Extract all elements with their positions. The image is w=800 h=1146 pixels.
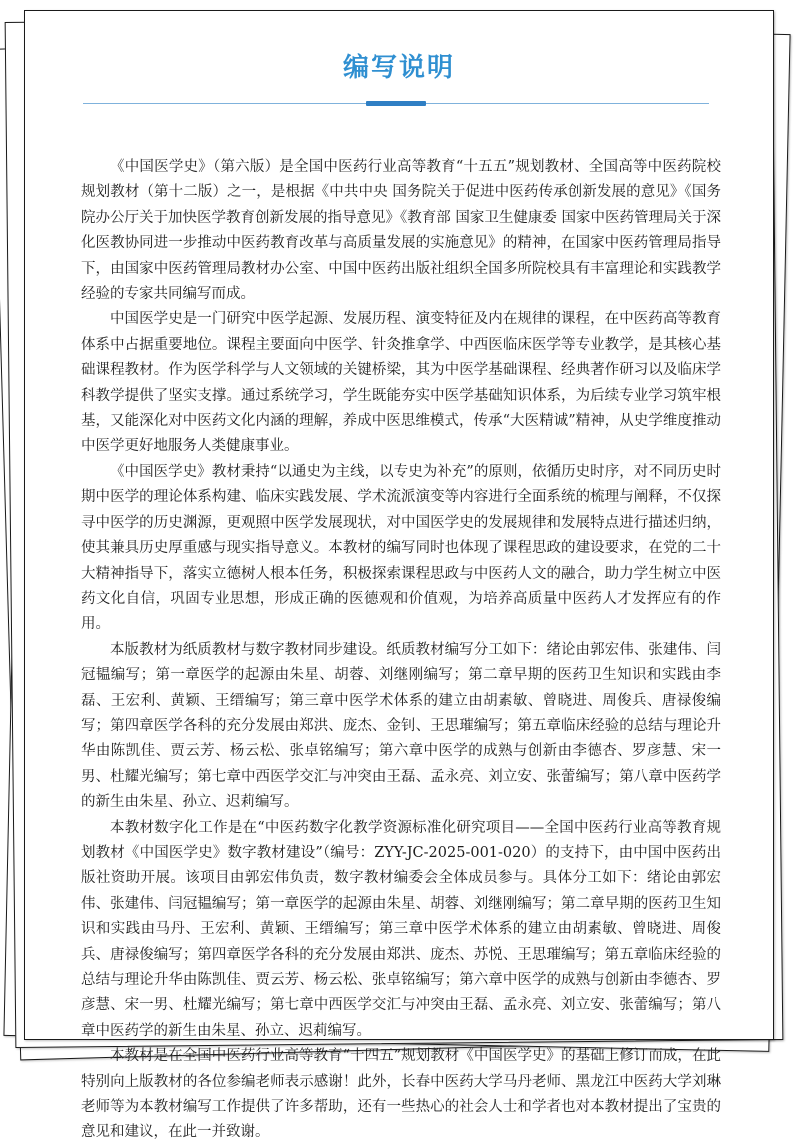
paragraph: 中国医学史是一门研究中医学起源、发展历程、演变特征及内在规律的课程，在中医药高等教育体系中占据重要地位。课程主要面向中医学、针灸推拿学、中西医临床医学等专业教学，是其核心基础课程教材。作为医学科学与人文领域的关键桥梁，其为中医学基础课程、经典著作研习以及临床学科教学提供了坚实支撑。通过系统学习，学生既能夯实中医学基础知识体系，为后续专业学习筑牢根基，又能深化对中医药文化内涵的理解，养成中医思维模式，传承“大医精诚”精神，从史学维度推动中医学更好地服务人类健康事业。 [81, 311, 721, 455]
document-page [24, 10, 774, 1141]
paragraph: 本版教材为纸质教材与数字教材同步建设。纸质教材编写分工如下：绪论由郭宏伟、张建伟、闫冠韫编写；第一章医学的起源由朱星、胡蓉、刘继刚编写；第二章早期的医药卫生知识和实践由李磊、王宏利、黄颖、王缙编写；第三章中医学术体系的建立由胡素敏、曾晓进、周俊兵、唐禄俊编写；第四章医学各科的充分发展由郑洪、庞杰、金钊、王思璀编写；第五章临床经验的总结与理论升华由陈凯佳、贾云芳、杨云松、张卓铭编写；第六章中医学的成熟与创新由李德杏、罗彦慧、宋一男、杜耀光编写；第七章中西医学交汇与冲突由王磊、孟永亮、刘立安、张蕾编写；第八章中医药学的新生由朱星、孙立、迟莉编写。 [81, 641, 721, 811]
title-divider-accent [366, 101, 426, 106]
paragraph: 本教材是在全国中医药行业高等教育“十四五”规划教材《中国医学史》的基础上修订而成，在此特别向上版教材的各位参编老师表示感谢！此外，长春中医药大学马丹老师、黑龙江中医药大学刘琳老师等为本教材编写工作提供了许多帮助，还有一些热心的社会人士和学者也对本教材提出了宝贵的意见和建议，在此一并致谢。 [81, 1048, 721, 1141]
page-title: 编写说明 [342, 53, 455, 83]
paragraph: 《中国医学史》教材秉持“以通史为主线，以专史为补充”的原则，依循历史时序，对不同历史时期中医学的理论体系构建、临床实践发展、学术流派演变等内容进行全面系统的梳理与阐释，不仅探寻中医学的历史渊源，更观照中医学发展现状，对中国医学史的发展规律和发展特点进行描述归纳，使其兼具历史厚重感与现实指导意义。本教材的编写同时也体现了课程思政的建设要求，在党的二十大精神指导下，落实立德树人根本任务，积极探索课程思政与中医药人文的融合，助力学生树立中医药文化自信，巩固专业思想，形成正确的医德观和价值观，为培养高质量中医药人才发挥应有的作用。 [81, 463, 721, 633]
paragraph: 本教材数字化工作是在“中医药数字化教学资源标准化研究项目——全国中医药行业高等教育规划教材《中国医学史》数字教材建设”（编号：ZYY-JC-2025-001-020）的支持下，由中国中医药出版社资助开展。该项目由郭宏伟负责，数字教材编委会全体成员参与。具体分工如下：绪论由郭宏伟、张建伟、闫冠韫编写；第一章医学的起源由朱星、胡蓉、刘继刚编写；第二章早期的医药卫生知识和实践由马丹、王宏利、黄颖、王缙编写；第三章中医学术体系的建立由胡素敏、曾晓进、周俊兵、唐禄俊编写；第四章医学各科的充分发展由郑洪、庞杰、苏悦、王思璀编写；第五章临床经验的总结与理论升华由陈凯佳、贾云芳、杨云松、张卓铭编写；第六章中医学的成熟与创新由李德杏、罗彦慧、宋一男、杜耀光编写；第七章中西医学交汇与冲突由王磊、孟永亮、刘立安、张蕾编写；第八章中医药学的新生由朱星、孙立、迟莉编写。 [81, 819, 721, 1039]
document-body [81, 155, 721, 1146]
paragraph: 《中国医学史》（第六版）是全国中医药行业高等教育“十五五”规划教材、全国高等中医药院校规划教材（第十二版）之一，是根据《中共中央 国务院关于促进中医药传承创新发展的意见》《国务院办公厅关于加快医学教育创新发展的指导意见》《教育部 国家卫生健康委 国家中医药管理局关于深化医教协同进一步推动中医药教育改革与高质量发展的实施意见》的精神，在国家中医药管理局指导下，由国家中医药管理局教材办公室、中国中医药出版社组织全国多所院校具有丰富理论和实践教学经验的专家共同编写而成。 [81, 159, 721, 303]
